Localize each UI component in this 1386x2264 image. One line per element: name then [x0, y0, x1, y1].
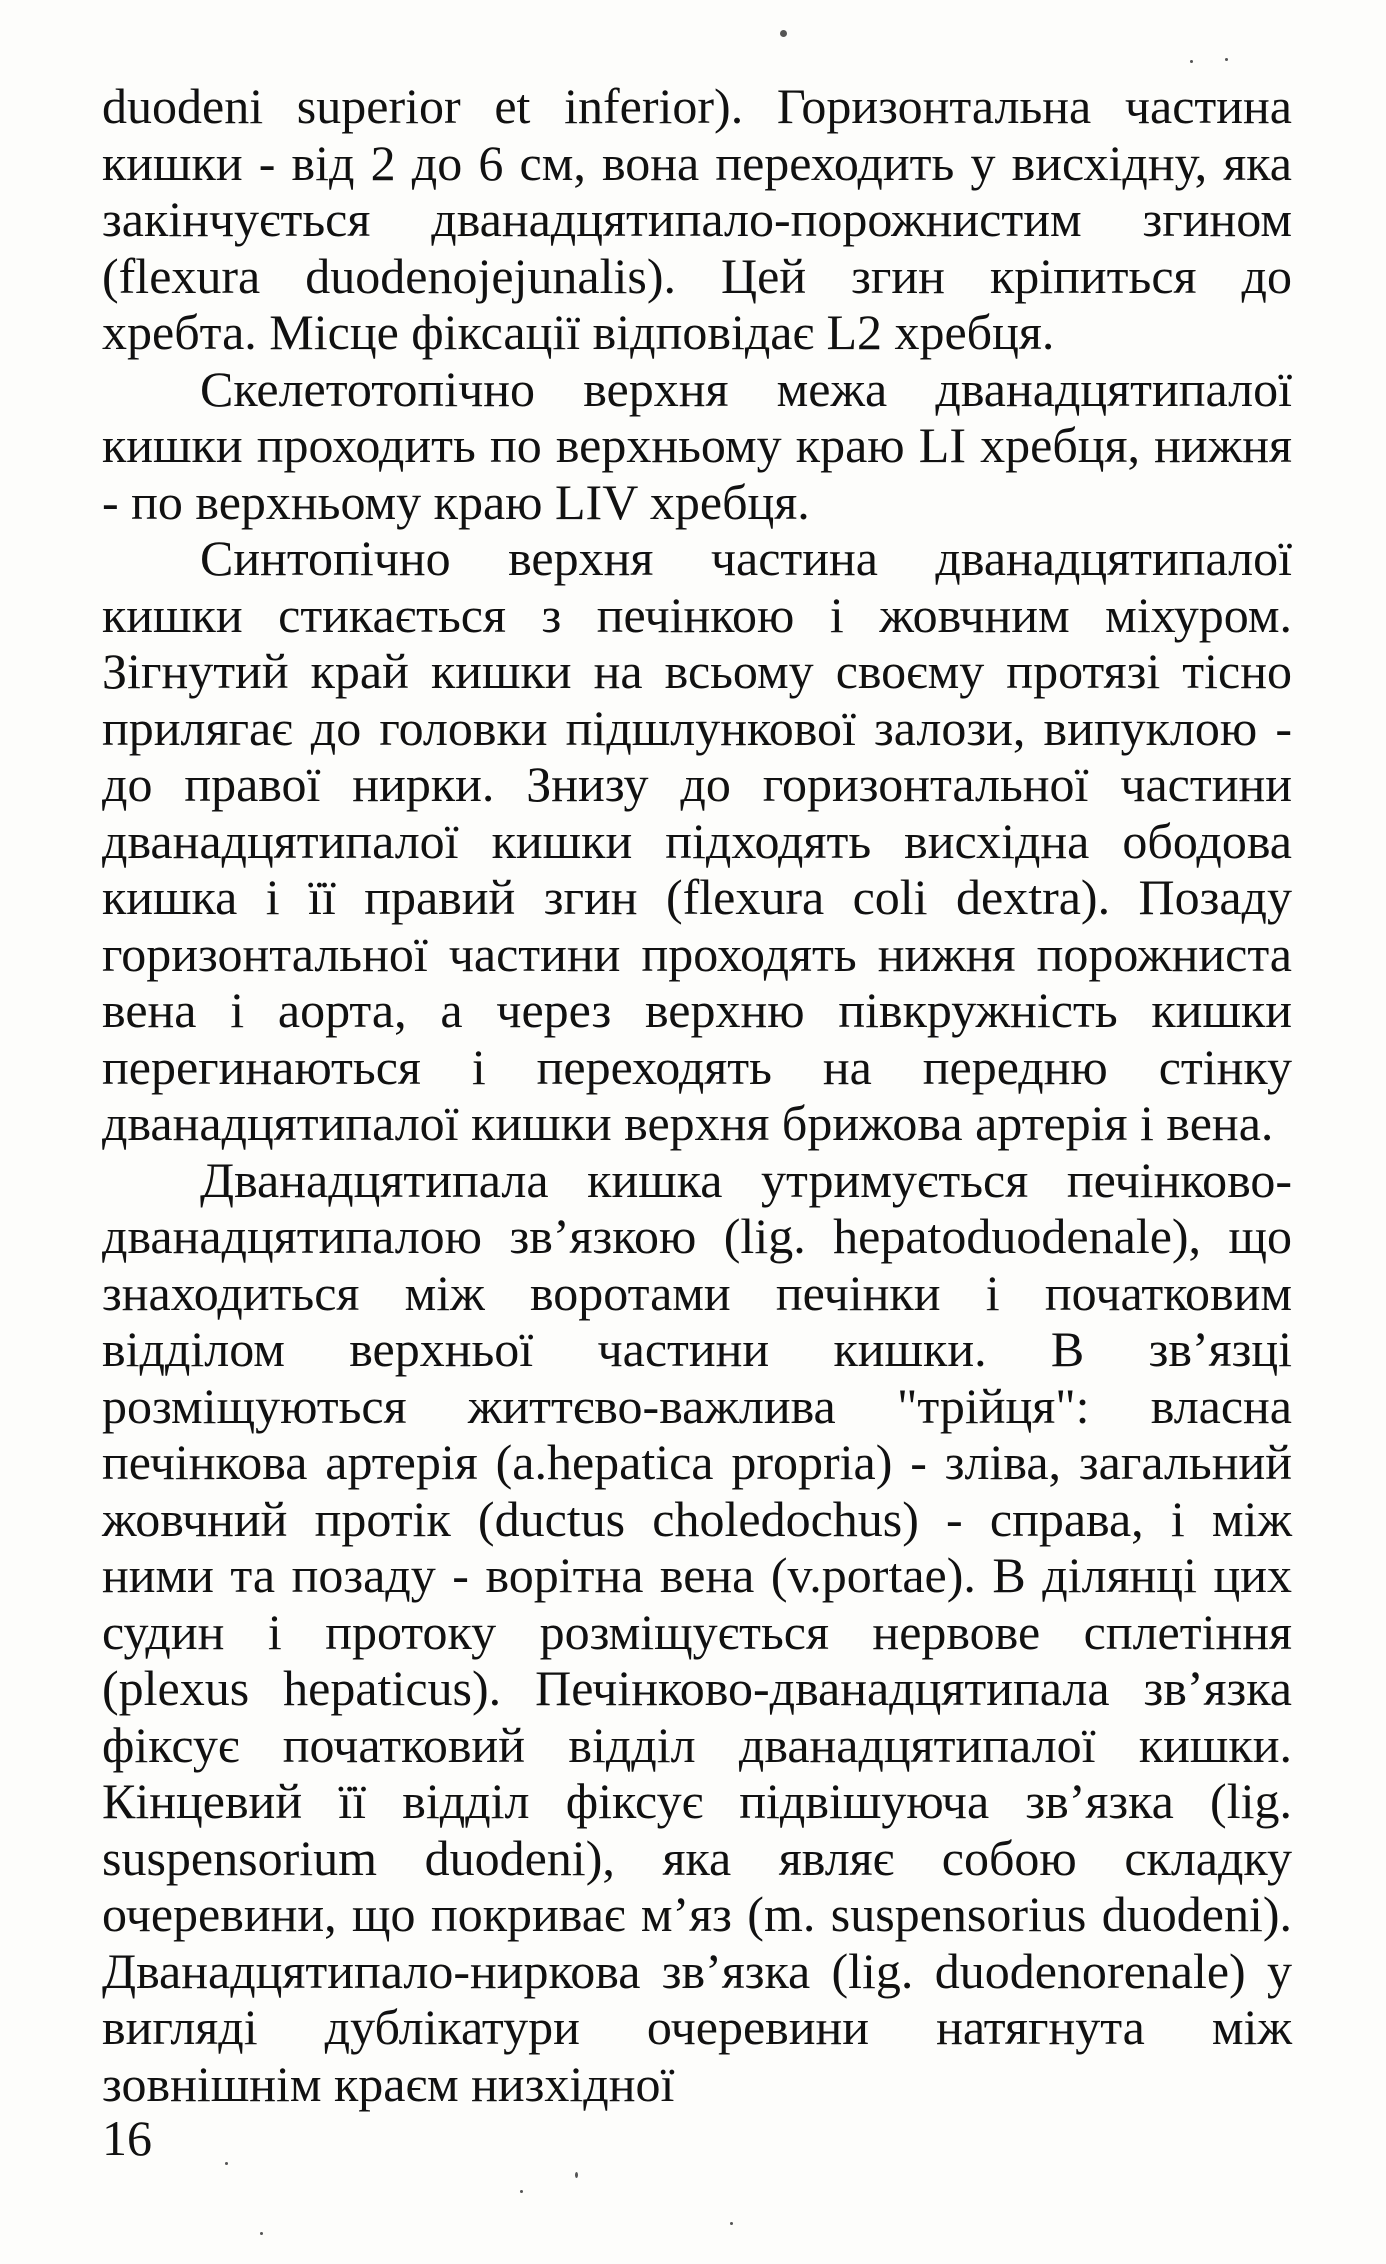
scan-speck: [780, 30, 787, 37]
page-number: 16: [102, 2110, 152, 2166]
paragraph-syntopy: Синтопічно верхня частина дванадцятипалої кишки стикається з печінкою і жовчним міхуром. Зігнутий край кишки на всьому своєму протязі тісно прилягає до головки підшлункової залози, випуклою - до правої нирки. Знизу до горизонтальної частини дванадцятипалої кишки підходять висхідна ободова кишка і її правий згин (flexura coli dextra). Позаду горизонтальної частини проходять нижня порожниста вена і аорта, а через верхню півкружність кишки перегинаються і переходять на передню стінку дванадцятипалої кишки верхня брижова артерія і вена.: [102, 530, 1292, 1151]
scan-speck: [1190, 60, 1193, 63]
paragraph-ligaments: Дванадцятипала кишка утримується печінково-дванадцятипалою зв’язкою (lig. hepatoduodenale), що знаходиться між воротами печінки і початковим відділом верхньої частини кишки. В зв’язці розміщуються життєво-важлива "трійця": власна печінкова артерія (a.hepatica propria) - зліва, загальний жовчний протік (ductus choledochus) - справа, і між ними та позаду - ворітна вена (v.portae). В ділянці цих судин і протоку розміщується нервове сплетіння (plexus hepaticus). Печінково-дванадцятипала зв’язка фіксує початковий відділ дванадцятипалої кишки. Кінцевий її відділ фіксує підвішуюча зв’язка (lig. suspensorium duodeni), яка являє собою складку очеревини, що покриває м’яз (m. suspensorius duodeni). Дванадцятипало-ниркова зв’язка (lig. duodenorenale) у вигляді дублікатури очеревини натягнута між зовнішнім краєм низхідної: [102, 1151, 1292, 2112]
scan-speck: [260, 2232, 263, 2235]
scan-speck: [1225, 58, 1228, 61]
scan-speck: [225, 2162, 228, 2165]
scan-speck: [575, 2172, 578, 2178]
body-text: [102, 78, 1292, 2112]
paragraph-skeletotopy: Скелетотопічно верхня межа дванадцятипалої кишки проходить по верхньому краю LI хребця, нижня - по верхньому краю LIV хребця.: [102, 360, 1292, 530]
scan-speck: [520, 2190, 523, 2193]
scan-speck: [730, 2222, 733, 2225]
paragraph-horizontal-part: duodeni superior et inferior). Горизонтальна частина кишки - від 2 до 6 см, вона переходить у висхідну, яка закінчується дванадцятипало-порожнистим згином (flexura duodenojejunalis). Цей згин кріпиться до хребта. Місце фіксації відповідає L2 хребця.: [102, 78, 1292, 360]
